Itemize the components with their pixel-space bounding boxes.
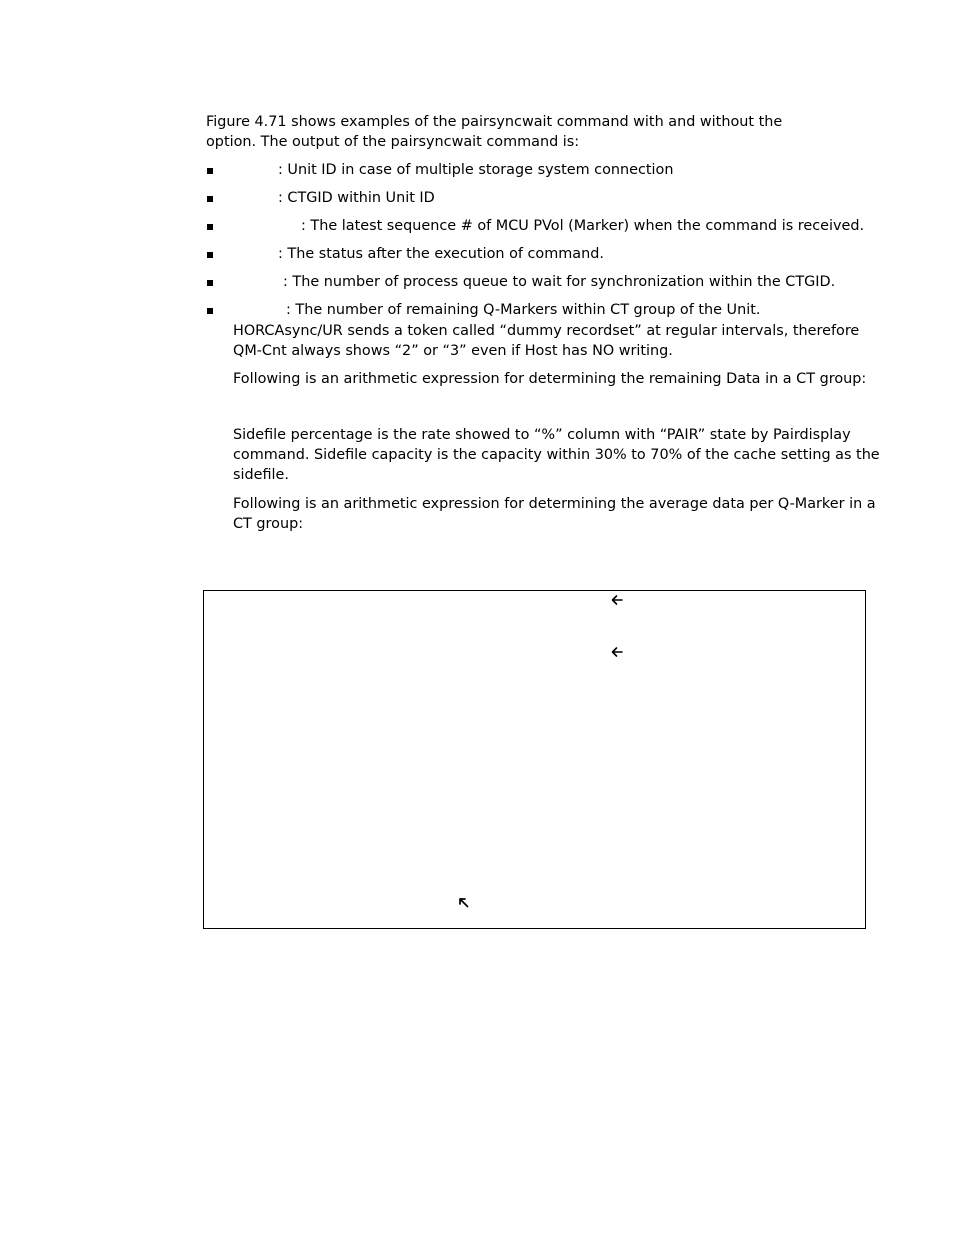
bullet-status: : The status after the execution of command. bbox=[278, 246, 604, 262]
average-data-line-2: CT group: bbox=[233, 516, 304, 532]
bullet-marker bbox=[207, 308, 213, 314]
bullet-qm-count: : The number of remaining Q-Markers within CT group of the Unit. bbox=[286, 302, 761, 318]
intro-line-1: Figure 4.71 shows examples of the pairsyncwait command with and without the bbox=[206, 114, 783, 130]
sidefile-line-3: sidefile. bbox=[233, 467, 289, 483]
intro-line-2: option. The output of the pairsyncwait command is: bbox=[206, 134, 580, 150]
bullet-sequence: : The latest sequence # of MCU PVol (Marker) when the command is received. bbox=[301, 218, 865, 234]
qm-note-line-2: QM-Cnt always shows “2” or “3” even if Host has NO writing. bbox=[233, 343, 673, 359]
left-arrow-icon bbox=[610, 645, 624, 659]
sidefile-line-1: Sidefile percentage is the rate showed to “%” column with “PAIR” state by Pairdisplay bbox=[233, 427, 851, 443]
qm-note-line-1: HORCAsync/UR sends a token called “dummy recordset” at regular intervals, therefore bbox=[233, 323, 860, 339]
bullet-unit-id: : Unit ID in case of multiple storage system connection bbox=[278, 162, 674, 178]
remaining-data-expression: Following is an arithmetic expression for determining the remaining Data in a CT group: bbox=[233, 371, 867, 387]
bullet-marker bbox=[207, 252, 213, 258]
bullet-marker bbox=[207, 196, 213, 202]
bullet-marker bbox=[207, 224, 213, 230]
bullet-marker bbox=[207, 168, 213, 174]
bullet-marker bbox=[207, 280, 213, 286]
average-data-line-1: Following is an arithmetic expression for determining the average data per Q-Marker in a bbox=[233, 496, 876, 512]
left-arrow-icon bbox=[610, 593, 624, 607]
bullet-ctgid: : CTGID within Unit ID bbox=[278, 190, 435, 206]
bullet-process-queue: : The number of process queue to wait for synchronization within the CTGID. bbox=[283, 274, 836, 290]
up-left-arrow-icon bbox=[457, 896, 470, 909]
sidefile-line-2: command. Sidefile capacity is the capacity within 30% to 70% of the cache setting as the bbox=[233, 447, 880, 463]
command-example-box bbox=[203, 590, 866, 929]
